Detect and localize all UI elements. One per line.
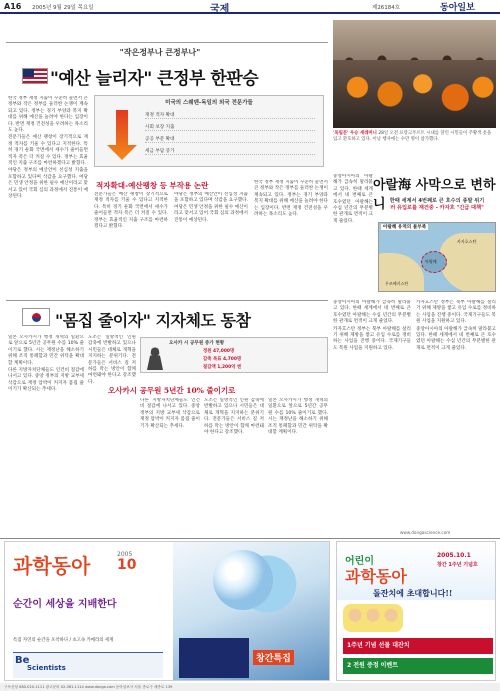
ad-year: 2005 (117, 551, 133, 558)
body-text: 중앙아시아의 아랄해가 급속히 말라붙고 있다. 한때 세계에서 네 번째로 큰 호수였던 아랄해는 수십 년간의 무분별한 관개로 면적이 크게 줄었다. (333, 300, 411, 325)
graphic-row-label: 공공 부문 확대 (145, 137, 175, 142)
body-text: 노조는 일방적인 인원 감축에 반발하고 있으나 시민들은 대체로 개혁을 지지하는 분위기다. 전문가들은 서비스 질 저하를 막는 방안이 함께 마련돼야 한다고 강조했다. (88, 335, 136, 385)
map-title: 아랄해 유역의 물부족 (383, 225, 427, 230)
graphic-row: 감축 목표 4,700명 (203, 357, 242, 362)
article-body-column (254, 180, 328, 292)
bubble-icon (213, 550, 273, 610)
subhead-line: 한때 세계서 4번째로 큰 호수의 종말 위기 (389, 198, 485, 204)
newspaper-logo[interactable]: 동아일보 (440, 3, 475, 13)
graphic-row (145, 124, 315, 131)
issue-number: 제26184호 (372, 5, 401, 11)
map-label: 우즈베키스탄 (385, 281, 409, 286)
info-graphic (94, 95, 324, 167)
graphic-row (145, 148, 315, 155)
ad-banner-sub: Scientists (27, 664, 66, 672)
ad-brand-small: 어린이 (345, 556, 374, 567)
ad-headline: 순간이 세상을 지배한다 (13, 599, 117, 610)
graphic-row: 정원 47,000명 (203, 349, 235, 354)
ad-coupon[interactable]: 2 전원 증정 이벤트 (343, 658, 493, 674)
us-flag-icon (22, 68, 48, 84)
body-text: 한국 정부 재정 지출이 꾸준히 늘면서 큰 정부와 작은 정부를 둘러싼 논쟁이 계속되고 있다. 정부는 경기 부양과 복지 확대를 위해 예산을 늘려야 한다는 입장이다. 반면 재정 건전성을 우려하는 목소리도 높다. (8, 96, 88, 134)
section-title: 국제 (210, 4, 230, 15)
article-kicker: "작은정부나 큰정부나" (119, 48, 201, 57)
ad-brand: 과학동아 (13, 554, 91, 578)
masthead (0, 0, 500, 14)
ad-banner-brand: Be (15, 655, 30, 666)
article-body-column (204, 398, 264, 525)
body-text: 중앙아시아의 아랄해가 급속히 말라붙고 있다. 한때 세계에서 네 번째로 큰 호수였던 아랄해는 수십 년간의 무분별한 관개로 면적이 크게 줄었다. (333, 174, 373, 224)
ad-issue: 10 (117, 557, 137, 573)
graphic-row-label: 사회 보장 지출 (145, 125, 175, 130)
children-illustration (343, 604, 403, 632)
ad-bullets: 특집 자연의 순간을 포착하다 / 초고속 카메라의 세계 (13, 638, 114, 643)
body-text: 전문가들은 예산 팽창이 장기적으로 재정 적자를 키울 수 있다고 지적한다. 특히 경기 둔화 국면에서 세수가 줄어들면 적자 폭은 더 커질 수 있다. 정부는 효율적인 지출 구조를 마련하겠다고 밝혔다. (8, 135, 88, 167)
cover-title: 창간특집 (253, 650, 294, 665)
body-text: 카자흐스탄 정부는 북부 아랄해를 살리기 위해 제방을 쌓고 유입 수로를 정비하는 사업을 진행 중이다. 국제기구들도 복원 사업을 지원하고 있다. (416, 300, 496, 325)
news-photo[interactable] (333, 20, 496, 128)
body-text: 카자흐스탄 정부는 북부 아랄해를 살리기 위해 제방을 쌓고 유입 수로를 정비하는 사업을 진행 중이다. 국제기구들도 복원 사업을 지원하고 있다. (333, 326, 411, 351)
ad-anniversary: 창간 1주년 기념호 (437, 562, 478, 568)
body-text: 일본 오사카시가 행정 개혁의 일환으로 앞으로 5년간 공무원 수를 10% 줄이기로 했다. 시는 재정난을 해소하기 위해 조직 통폐합과 민간 위탁을 확대할 계획이다. (8, 335, 84, 366)
article-body-column (416, 300, 496, 525)
article-headline[interactable]: "예산 늘리자" 큰정부 한판승 (50, 69, 259, 89)
article-subhead (378, 198, 496, 212)
article-headline[interactable]: 아랄海 사막으로 변하니 (373, 178, 496, 212)
map-graphic (378, 222, 496, 292)
article-headline[interactable]: "몸집 줄이자" 지자체도 동참 (55, 311, 251, 330)
body-text: 한국 정부 재정 지출이 꾸준히 늘면서 큰 정부와 작은 정부를 둘러싼 논쟁이 계속되고 있다. 정부는 경기 부양과 복지 확대를 위해 예산을 늘려야 한다는 입장이다. 반면 재정 건전성을 우려하는 목소리도 높다. (254, 180, 328, 218)
article-body-column (88, 335, 136, 525)
ad-banner (13, 652, 163, 678)
divider (6, 300, 328, 301)
photo-caption (333, 131, 496, 143)
magazine-cover (173, 542, 330, 681)
graphic-title: 오사카 시 공무원 증가 현황 (169, 341, 225, 346)
article-body-column (174, 192, 248, 292)
info-graphic (140, 337, 328, 373)
ad-invite: 돌잔치에 초대합니다!! (373, 588, 453, 598)
map-label: 카자흐스탄 (457, 239, 477, 244)
caption-text: 28일 오전 프랑크푸르트 시내를 달린 시민들이 주황색 옷을 입고 환호하고 있다. 이날 행사에는 수만 명이 참가했다. (333, 131, 492, 142)
article-body-column (268, 398, 328, 525)
page-footer: 구독신청 080-020-1111 광고문의 02-361-1114 www.donga.com 동아일보사 서울 종로구 세종로 139 (0, 683, 500, 691)
body-text: 야당은 정부의 예산안이 선심성 지출을 포함하고 있다며 삭감을 요구했다. 여당은 민생 안정을 위한 필수 예산이라고 맞서고 있어 국회 심의 과정에서 진통이 예상된다. (174, 192, 248, 223)
page-number: A16 (4, 2, 22, 11)
ad-date: 2005.10.1 (437, 552, 471, 559)
body-text: 야당은 정부의 예산안이 선심성 지출을 포함하고 있다며 삭감을 요구했다. 여당은 민생 안정을 위한 필수 예산이라고 맞서고 있어 국회 심의 과정에서 진통이 예상된다. (8, 168, 88, 200)
article-body-column (333, 174, 373, 292)
graphic-row (145, 136, 315, 143)
body-text: 다른 지방자치단체들도 인건비 절감에 나서고 있다. 중앙 정부의 지방 교부세 삭감으로 재정 압박이 커지자 몸집 줄이기가 확산되는 추세다. (8, 368, 84, 393)
body-text: 다른 지방자치단체들도 인건비 절감에 나서고 있다. 중앙 정부의 지방 교부세 삭감으로 재정 압박이 커지자 몸집 줄이기가 확산되는 추세다. (140, 398, 200, 429)
article-body-column (8, 335, 84, 525)
map-label: 아랄해 (425, 259, 437, 264)
arrow-down-icon (107, 110, 137, 160)
divider (6, 42, 328, 43)
magazine-ad[interactable] (4, 541, 330, 681)
subhead-line: 러 유입로를 재건중 - 카자흐 "긴급 대책" (390, 205, 484, 211)
article-body-column (140, 398, 200, 525)
article-body-column (8, 96, 88, 292)
person-icon (145, 346, 165, 370)
graphic-row (145, 112, 315, 119)
article-body-column (333, 300, 411, 525)
graphic-row: 절감액 1,200억 엔 (203, 365, 242, 370)
article-subhead: 오사카시 공무원 5년간 10% 줄이기로 (108, 386, 236, 395)
body-text: 전문가들은 예산 팽창이 장기적으로 재정 적자를 키울 수 있다고 지적한다. 특히 경기 둔화 국면에서 세수가 줄어들면 적자 폭은 더 커질 수 있다. 정부는 효율적인 지출 구조를 마련하겠다고 밝혔다. (94, 192, 168, 230)
ad-brand: 과학동아 (345, 567, 407, 586)
cover-panel (179, 638, 249, 678)
divider (0, 538, 500, 539)
ad-coupon[interactable]: 1주년 기념 선물 대잔치 (343, 638, 493, 654)
body-text: 노조는 일방적인 인원 감축에 반발하고 있으나 시민들은 대체로 개혁을 지지하는 분위기다. 전문가들은 서비스 질 저하를 막는 방안이 함께 마련돼야 한다고 강조했다. (204, 398, 264, 436)
article-body-column (94, 192, 168, 292)
photo-crowd (333, 60, 496, 128)
issue-date: 2005년 9월 29일 목요일 (32, 5, 94, 11)
caption-title: '독립문' 우승 세레머니 (333, 131, 377, 136)
body-text: 중앙아시아의 아랄해가 급속히 말라붙고 있다. 한때 세계에서 네 번째로 큰 호수였던 아랄해는 수십 년간의 무분별한 관개로 면적이 크게 줄었다. (416, 326, 496, 351)
graphic-title: 미국의 스웨덴-독일의 외국 전문가들 (165, 100, 253, 106)
article-subhead: 적자확대-예산팽창 등 부작용 논란 (96, 181, 209, 190)
graphic-row-label: 세금 부담 증가 (145, 149, 175, 154)
body-text: 일본 오사카시가 행정 개혁의 일환으로 앞으로 5년간 공무원 수를 10% 줄이기로 했다. 시는 재정난을 해소하기 위해 조직 통폐합과 민간 위탁을 확대할 계획이다. (268, 398, 328, 436)
flag-icon (22, 308, 50, 326)
graphic-row-label: 재정 적자 확대 (145, 113, 175, 118)
kids-magazine-ad[interactable] (336, 541, 496, 681)
ad-url[interactable]: www.dongascience.com (400, 530, 451, 535)
